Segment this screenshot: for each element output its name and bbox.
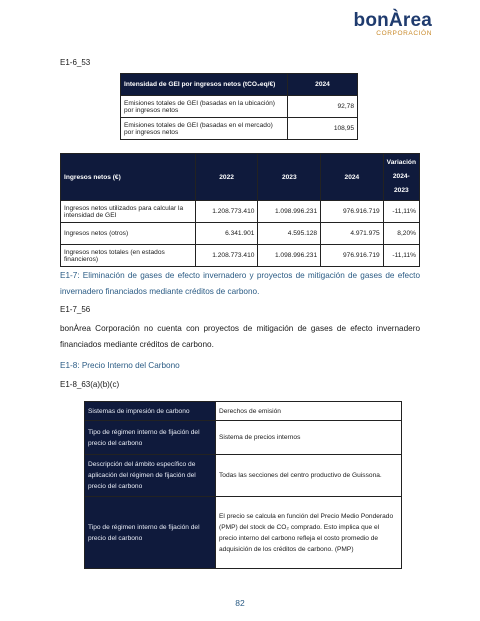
net-revenue-table: [60, 153, 420, 267]
table-header-cell: [383, 154, 419, 201]
section-heading-e1-8: E1-8: Precio Interno del Carbono: [60, 361, 180, 370]
company-logo: [332, 10, 432, 37]
carbon-price-table: [84, 401, 402, 569]
table-cell: 1.208.773.410: [195, 245, 258, 267]
table-cell: 976.916.719: [321, 201, 384, 223]
table-label-cell: Tipo de régimen interno de fijación del precio del carbono: [85, 421, 216, 455]
paragraph-e1-7: bonÀrea Corporación no cuenta con proyectos de mitigación de gases de efecto invernadero financiados mediante créditos de carbono.: [60, 324, 420, 349]
table-cell: 4.971.975: [321, 223, 384, 245]
table-cell: Ingresos netos (otros): [61, 223, 196, 245]
logo-part-area: Àrea: [388, 10, 432, 31]
table-header-row: [121, 74, 358, 96]
table-header-cell: 2023: [258, 154, 321, 201]
table-cell: Derechos de emisión: [216, 402, 402, 421]
table-cell: El precio se calcula en función del Precio Medio Ponderado (PMP) del stock de CO₂ comprado. Esto implica que el precio interno del carbono refleja el costo promedio de adquisición de los créditos de carbono. (PMP): [216, 497, 402, 569]
table-cell: Emisiones totales de GEI (basadas en el mercado) por ingresos netos: [121, 118, 288, 140]
table-header-cell: Intensidad de GEI por ingresos netos (tCO₂eq/€): [121, 74, 288, 96]
table-row: [85, 421, 402, 455]
table-cell: 976.916.719: [321, 245, 384, 267]
table-header-cell: 2024: [288, 74, 358, 96]
table-cell: Emisiones totales de GEI (basadas en la ubicación) por ingresos netos: [121, 96, 288, 118]
table-row: [121, 96, 358, 118]
table-cell: Todas las secciones del centro productivo de Guissona.: [216, 455, 402, 497]
table-cell: 1.098.996.231: [258, 245, 321, 267]
table-cell: 108,95: [288, 118, 358, 140]
section-heading-e1-7: E1-7: Eliminación de gases de efecto invernadero y proyectos de mitigación de gases de efecto invernadero financiados mediante créditos de carbono.: [60, 271, 420, 296]
variation-label: Variación: [386, 159, 416, 166]
table-label-cell: Descripción del ámbito específico de aplicación del régimen de fijación del precio del carbono: [85, 455, 216, 497]
table-cell: -11,11%: [383, 201, 419, 223]
page-number: 82: [235, 598, 245, 608]
table-label-cell: Tipo de régimen interno de fijación del precio del carbono: [85, 497, 216, 569]
section-code-e1-6: E1-6_53: [60, 58, 91, 67]
table-cell: -11,11%: [383, 245, 419, 267]
table-header-cell: Ingresos netos (€): [61, 154, 196, 201]
table-cell: 6.341.901: [195, 223, 258, 245]
table-row: [121, 118, 358, 140]
table-cell: Ingresos netos totales (en estados financieros): [61, 245, 196, 267]
table-row: [61, 223, 420, 245]
table-header-cell: 2024: [321, 154, 384, 201]
table-cell: Sistema de precios internos: [216, 421, 402, 455]
section-code-e1-8: E1-8_63(a)(b)(c): [60, 380, 120, 389]
table-label-cell: Sistemas de impresión de carbono: [85, 402, 216, 421]
table-row: [85, 402, 402, 421]
table-row: [61, 245, 420, 267]
table-row: [85, 455, 402, 497]
variation-period: 2024-2023: [392, 173, 410, 194]
logo-subtitle: CORPORACIÓN: [376, 30, 432, 37]
logo-wordmark: [332, 10, 432, 32]
table-header-row: [61, 154, 420, 201]
table-cell: 1.208.773.410: [195, 201, 258, 223]
table-cell: Ingresos netos utilizados para calcular la intensidad de GEI: [61, 201, 196, 223]
table-cell: 8,20%: [383, 223, 419, 245]
table-header-cell: 2022: [195, 154, 258, 201]
table-cell: 1.098.996.231: [258, 201, 321, 223]
section-code-e1-7: E1-7_56: [60, 305, 91, 314]
table-cell: 92,78: [288, 96, 358, 118]
ghg-intensity-table: [120, 73, 358, 140]
table-row: [61, 201, 420, 223]
table-cell: 4.595.128: [258, 223, 321, 245]
table-row: [85, 497, 402, 569]
logo-part-bon: bon: [353, 10, 389, 31]
